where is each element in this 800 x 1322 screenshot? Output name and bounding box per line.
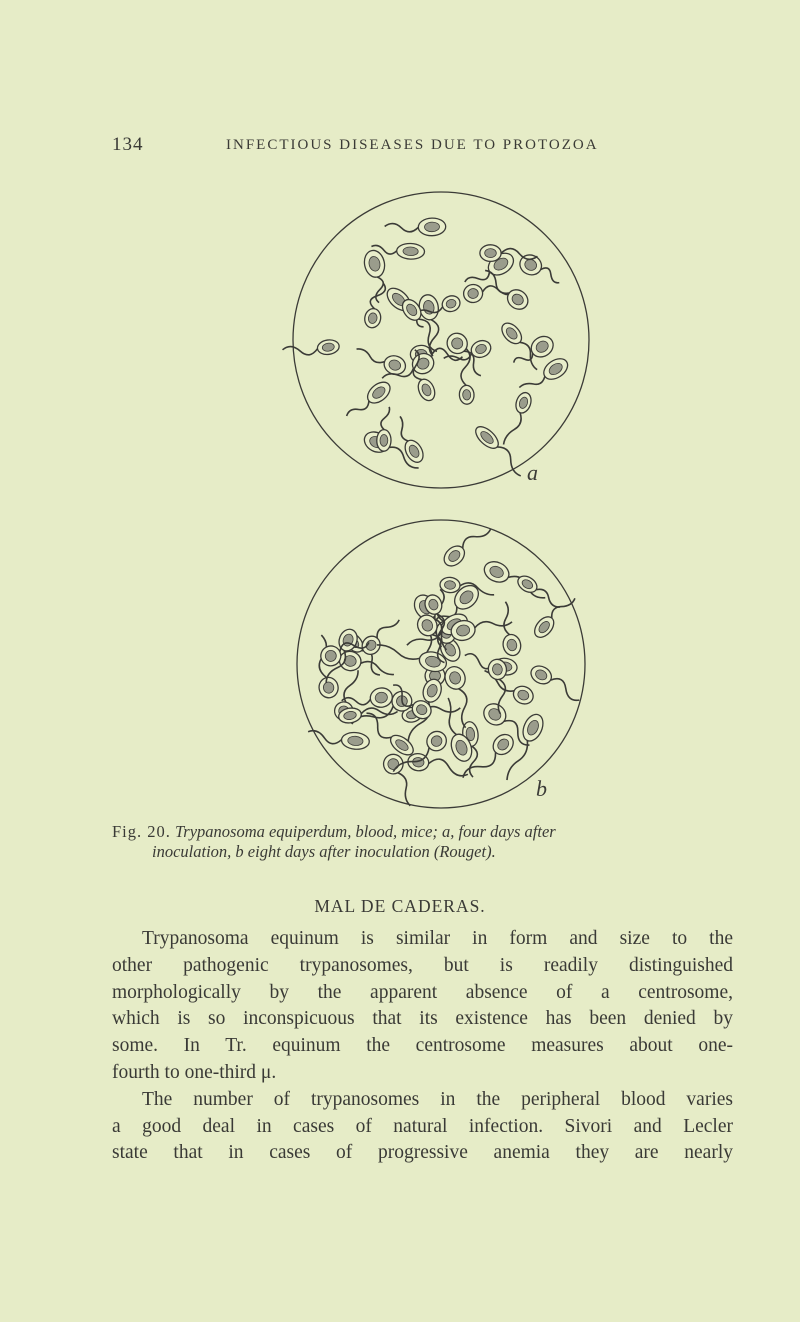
blood-cell xyxy=(442,664,480,729)
blood-cell xyxy=(481,558,550,604)
paragraph-1 xyxy=(112,926,733,1087)
running-head: INFECTIOUS DISEASES DUE TO PROTOZOA xyxy=(226,137,599,153)
section-heading: MAL DE CADERAS. xyxy=(314,896,486,916)
text-line: a good deal in cases of natural infection. Sivori and Lecler xyxy=(112,1115,733,1137)
blood-cell xyxy=(389,415,427,465)
text-line: morphologically by the apparent absence of a centrosome, xyxy=(112,981,733,1003)
text-line: Trypanosoma equinum is similar in form and size to the xyxy=(142,928,733,949)
blood-cell xyxy=(377,407,392,452)
blood-cell xyxy=(309,634,340,700)
panel-a-mark: a xyxy=(527,460,538,485)
page-number: 134 xyxy=(112,134,144,155)
paragraph-2 xyxy=(112,1087,733,1167)
blood-cell xyxy=(502,391,534,449)
text-line: which is so inconspicuous that its existence has been denied by xyxy=(112,1008,733,1030)
figure-caption xyxy=(112,822,752,862)
text-line: The number of trypanosomes in the peripheral blood varies xyxy=(142,1088,733,1110)
panel-a xyxy=(282,192,589,488)
panel-b xyxy=(297,519,585,808)
panel-b-mark: b xyxy=(536,776,547,801)
blood-cell xyxy=(282,339,340,361)
blood-cell xyxy=(307,728,370,750)
blood-cell xyxy=(462,278,515,304)
text-line: other pathogenic trypanosomes, but is readily distinguished xyxy=(112,954,733,976)
blood-cell xyxy=(363,281,387,329)
caption-part2: inoculation, b eight days after inoculation (Rouget). xyxy=(152,842,496,861)
blood-cell xyxy=(494,601,523,658)
caption-part1: Trypanosoma equiperdum, blood, mice; a, four days after xyxy=(175,822,556,841)
caption-label: Fig. 20. xyxy=(112,822,171,841)
blood-cell xyxy=(472,423,529,478)
blood-cell xyxy=(528,662,585,704)
blood-cell xyxy=(384,218,446,238)
blood-cell xyxy=(353,343,408,377)
text-line: state that in cases of progressive anemia they are nearly xyxy=(112,1142,733,1164)
blood-cell xyxy=(457,348,474,404)
text-line: some. In Tr. equinum the centrosome measures about one- xyxy=(112,1035,733,1057)
body-text xyxy=(112,926,733,1167)
text-line: fourth to one-third μ. xyxy=(112,1061,277,1083)
